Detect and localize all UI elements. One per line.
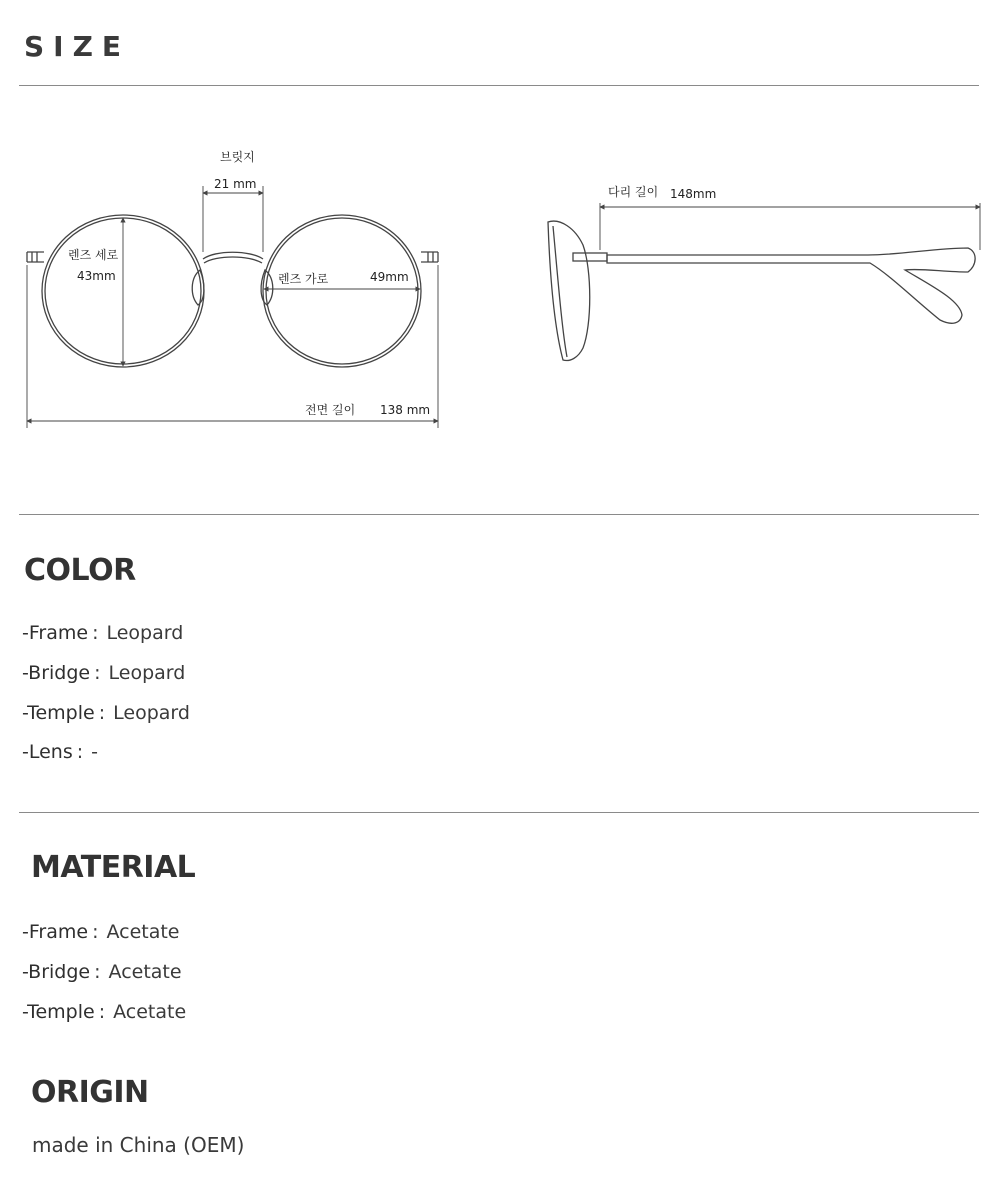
spec-value: Leopard (106, 622, 184, 644)
spec-key: -Bridge (22, 662, 91, 684)
color-bridge-row: -Bridge : Leopard (22, 662, 186, 684)
hinge-shape (573, 253, 607, 261)
spec-key: -Frame (22, 622, 89, 644)
spec-value: - (91, 741, 99, 763)
spec-key: -Temple (22, 1001, 95, 1023)
bridge-label: 브릿지 (220, 150, 255, 164)
nose-pad-left (192, 270, 204, 305)
color-temple-row: -Temple : Leopard (22, 702, 190, 724)
temple-arm-shape (607, 248, 975, 323)
material-bridge-row: -Bridge : Acetate (22, 961, 182, 983)
glasses-side-diagram (530, 180, 985, 370)
spec-value: Leopard (108, 662, 186, 684)
color-frame-row: -Frame : Leopard (22, 622, 184, 644)
origin-text: made in China (OEM) (32, 1133, 245, 1157)
size-title: SIZE (24, 30, 131, 63)
lens-height-label: 렌즈 세로 (68, 248, 119, 262)
section-divider (19, 812, 979, 813)
spec-value: Leopard (113, 702, 190, 724)
spec-key: -Frame (22, 921, 89, 943)
spec-value: Acetate (106, 921, 180, 943)
temple-length-label: 다리 길이 (608, 185, 659, 199)
spec-key: -Bridge (22, 961, 91, 983)
origin-title: ORIGIN (31, 1075, 149, 1110)
lens-width-label: 렌즈 가로 (278, 272, 329, 286)
section-divider (19, 514, 979, 515)
lens-width-value: 49mm (370, 270, 409, 284)
temple-length-value: 148mm (670, 187, 717, 201)
spec-value: Acetate (113, 1001, 187, 1023)
lens-height-value: 43mm (77, 269, 116, 283)
bridge-shape (203, 252, 263, 259)
material-title: MATERIAL (31, 850, 196, 885)
right-lens-shape (263, 215, 421, 367)
material-temple-row: -Temple : Acetate (22, 1001, 187, 1023)
spec-key: -Lens (22, 741, 73, 763)
bridge-value: 21 mm (214, 177, 257, 191)
spec-key: -Temple (22, 702, 95, 724)
spec-value: Acetate (108, 961, 182, 983)
color-lens-row: -Lens : - (22, 741, 99, 763)
color-title: COLOR (24, 553, 136, 588)
front-width-value: 138 mm (380, 403, 431, 417)
glasses-front-diagram (0, 140, 460, 440)
section-divider (19, 85, 979, 86)
front-width-label: 전면 길이 (305, 403, 356, 417)
material-frame-row: -Frame : Acetate (22, 921, 180, 943)
